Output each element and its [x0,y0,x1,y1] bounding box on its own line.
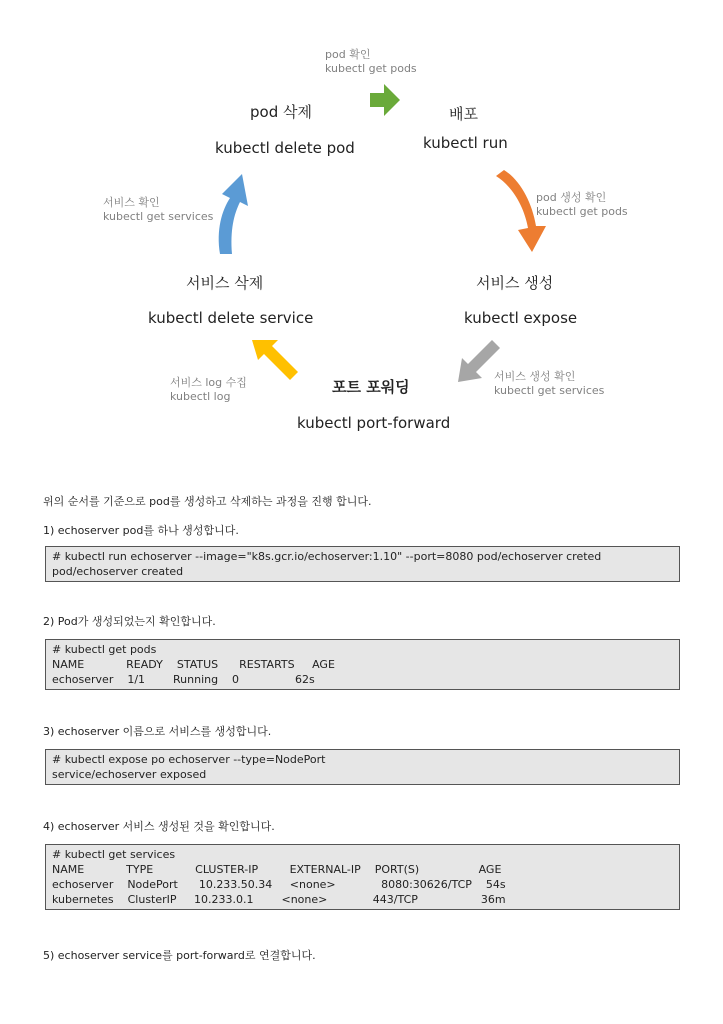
blue-arrow-icon [208,172,252,256]
stage-service-delete-title: 서비스 삭제 [186,274,264,292]
note-service-create-check-label: 서비스 생성 확인 [494,370,576,383]
note-service-create-check [494,370,604,398]
stage-port-forward-command: kubectl port-forward [297,414,451,432]
note-service-check-command: kubectl get services [103,210,214,223]
note-pod-check-label: pod 확인 [325,48,371,61]
code-line: # kubectl get pods [52,643,157,656]
stage-service-create-command: kubectl expose [464,309,578,327]
orange-arrow-icon [490,168,550,256]
stage-pod-delete-title: pod 삭제 [250,103,312,121]
stage-service-delete-command: kubectl delete service [148,309,314,327]
step-3-heading: 3) echoserver 이름으로 서비스를 생성합니다. [43,725,272,738]
step-4-code-block [45,844,680,910]
code-line: service/echoserver exposed [52,768,207,781]
code-line: kubernetes ClusterIP 10.233.0.1 <none> 443/TCP 36m [52,893,506,906]
code-line: echoserver 1/1 Running 0 62s [52,673,315,686]
stage-service-create-title: 서비스 생성 [476,274,554,292]
step-2-heading: 2) Pod가 생성되었는지 확인합니다. [43,615,216,628]
stage-deploy-command: kubectl run [423,134,508,152]
green-arrow-icon [368,82,402,118]
yellow-arrow-icon [250,336,302,388]
code-line: NAME TYPE CLUSTER-IP EXTERNAL-IP PORT(S) AGE [52,863,502,876]
note-service-create-check-command: kubectl get services [494,384,605,397]
note-service-log [170,376,247,404]
step-5-heading: 5) echoserver service를 port-forward로 연결합니다. [43,949,316,962]
code-line: # kubectl get services [52,848,176,861]
stage-deploy-title: 배포 [449,105,478,123]
note-pod-check-command: kubectl get pods [325,62,417,75]
step-3-code-block [45,749,680,785]
note-pod-create-check-command: kubectl get pods [536,205,628,218]
note-service-log-command: kubectl log [170,390,231,403]
code-line: # kubectl run echoserver --image="k8s.gcr.io/echoserver:1.10" --port=8080 pod/echoserver creted [52,550,602,563]
code-line: NAME READY STATUS RESTARTS AGE [52,658,335,671]
note-service-log-label: 서비스 log 수집 [170,376,247,389]
note-pod-create-check-label: pod 생성 확인 [536,191,607,204]
code-line: echoserver NodePort 10.233.50.34 <none> 8080:30626/TCP 54s [52,878,506,891]
stage-port-forward-title: 포트 포워딩 [332,378,410,396]
intro-paragraph: 위의 순서를 기준으로 pod를 생성하고 삭제하는 과정을 진행 합니다. [43,495,372,508]
step-1-heading: 1) echoserver pod를 하나 생성합니다. [43,524,239,537]
step-2-code-block [45,639,680,690]
step-4-heading: 4) echoserver 서비스 생성된 것을 확인합니다. [43,820,275,833]
step-1-code-block [45,546,680,582]
note-pod-check [325,48,417,76]
stage-pod-delete-command: kubectl delete pod [215,139,355,157]
gray-arrow-icon [452,336,504,386]
note-service-check [103,196,213,224]
code-line: pod/echoserver created [52,565,184,578]
note-service-check-label: 서비스 확인 [103,196,160,209]
code-line: # kubectl expose po echoserver --type=NodePort [52,753,326,766]
